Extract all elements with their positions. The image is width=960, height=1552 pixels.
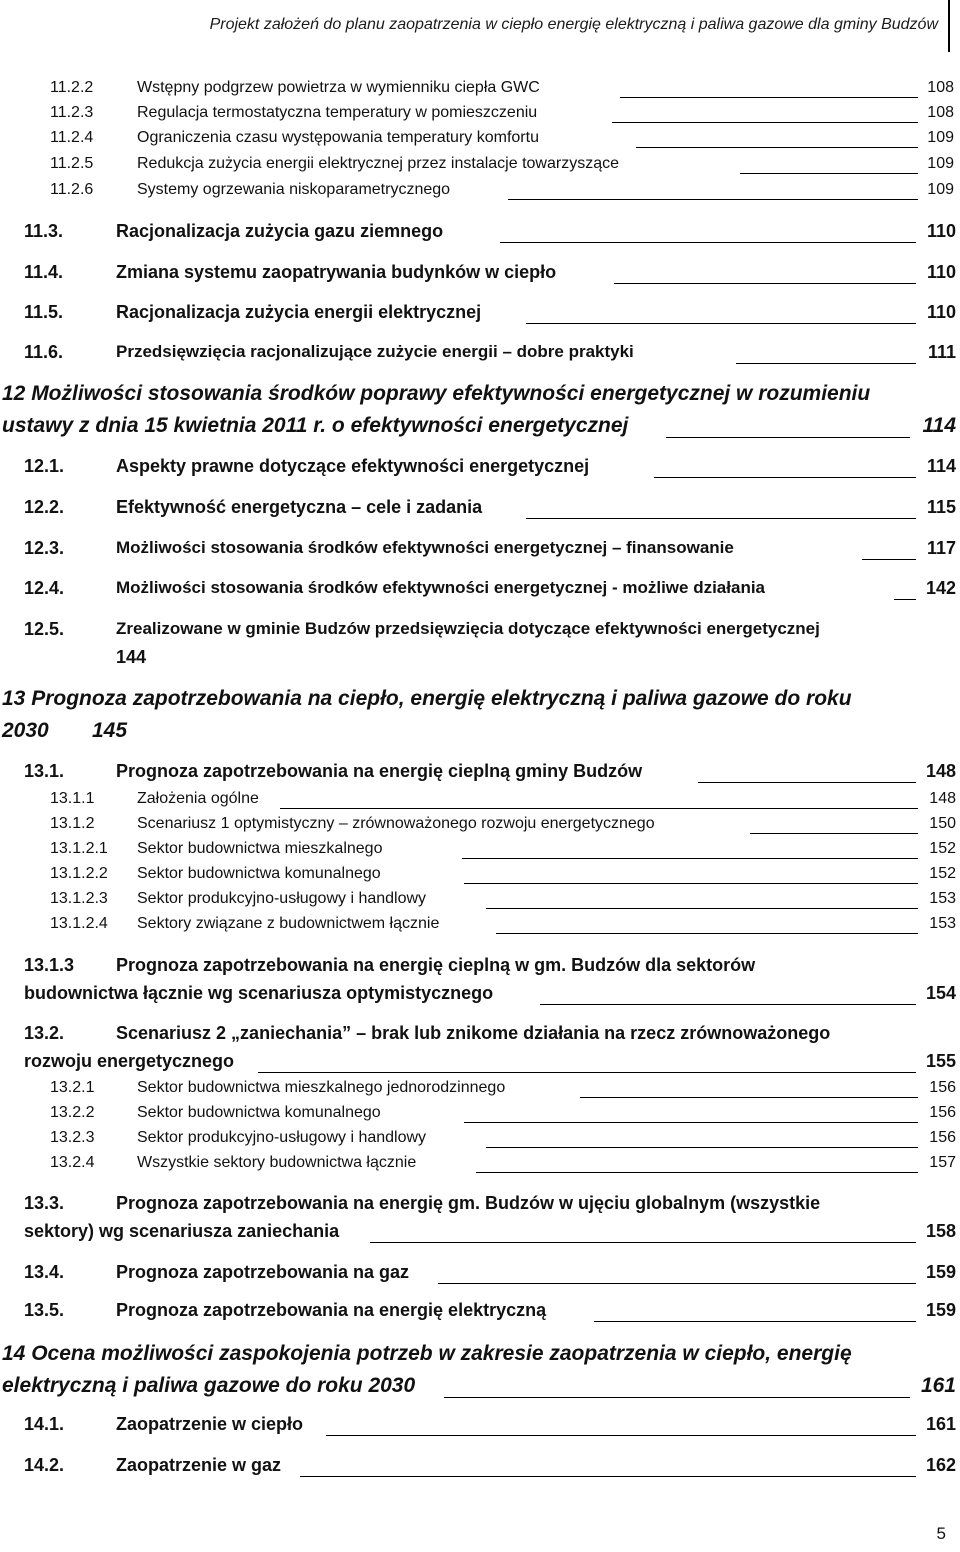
toc-chapter[interactable] <box>2 382 956 442</box>
toc-entry-page: 142 <box>925 578 956 598</box>
header-title: Projekt założeń do planu zaopatrzenia w ciepło energię elektryczną i paliwa gazowe dla gminy Budzów <box>209 16 938 33</box>
toc-entry-page: 145 <box>92 719 128 742</box>
toc-entry-number: 11.2.5 <box>50 155 94 172</box>
toc-entry-number: 13.1.1 <box>50 790 95 807</box>
toc-entry-title: Sektor produkcyjno-usługowy i handlowy <box>137 1129 427 1146</box>
toc-entry-number: 13.2.4 <box>50 1154 95 1171</box>
toc-entry-number: 14.1. <box>24 1414 65 1434</box>
toc-entry[interactable] <box>50 1129 956 1151</box>
page-number: 5 <box>936 1524 946 1543</box>
toc-entry[interactable] <box>50 104 954 126</box>
toc-entry-title: Sektor budownictwa komunalnego <box>137 1104 381 1121</box>
toc-leader <box>580 1097 918 1098</box>
toc-entry-title-cont: sektory) wg scenariusza zaniechania <box>24 1221 340 1241</box>
toc-entry[interactable] <box>24 497 956 521</box>
toc-leader <box>894 599 916 600</box>
toc-leader <box>258 1072 916 1073</box>
toc-entry-title: Wszystkie sektory budownictwa łącznie <box>137 1154 417 1171</box>
toc-entry[interactable] <box>50 129 954 151</box>
toc-entry-title: Racjonalizacja zużycia gazu ziemnego <box>116 221 444 241</box>
toc-entry-number: 13.1. <box>24 761 65 781</box>
toc-entry-title: Efektywność energetyczna – cele i zadania <box>116 497 483 517</box>
toc-entry-number: 11.2.2 <box>50 79 94 96</box>
toc-entry-page: 162 <box>925 1455 956 1475</box>
toc-entry-page: 110 <box>926 221 956 241</box>
toc-entry-number: 13.2.2 <box>50 1104 95 1121</box>
toc-entry-number: 11.4. <box>24 262 64 282</box>
toc-entry-page: 109 <box>927 155 954 172</box>
toc-entry-number: 13.1.2 <box>50 815 95 832</box>
toc-entry-title: Sektor budownictwa mieszkalnego <box>137 840 383 857</box>
toc-entry-title: Scenariusz 2 „zaniechania” – brak lub znikome działania na rzecz zrównoważonego <box>116 1023 831 1043</box>
toc-entry-number: 12.3. <box>24 538 65 558</box>
toc-leader <box>280 808 918 809</box>
toc-entry-title: Racjonalizacja zużycia energii elektrycznej <box>116 302 482 322</box>
toc-entry-number: 13.4. <box>24 1262 65 1282</box>
toc-entry-page: 109 <box>927 129 954 146</box>
toc-chapter-title: 14 Ocena możliwości zaspokojenia potrzeb w zakresie zaopatrzenia w ciepło, energię <box>2 1342 852 1365</box>
toc-entry[interactable] <box>24 761 956 785</box>
toc-entry-title: Sektory związane z budownictwem łącznie <box>137 915 440 932</box>
toc-leader <box>486 908 918 909</box>
toc-entry-page: 157 <box>929 1154 956 1171</box>
toc-entry[interactable] <box>24 538 956 562</box>
toc-entry[interactable] <box>50 155 954 177</box>
toc-leader <box>496 933 918 934</box>
toc-entry[interactable] <box>50 865 956 887</box>
toc-entry-title: Prognoza zapotrzebowania na energię elektryczną <box>116 1300 547 1320</box>
toc-leader <box>526 518 916 519</box>
toc-leader <box>614 283 916 284</box>
toc-entry-page: 111 <box>927 342 956 362</box>
toc-entry-title: Założenia ogólne <box>137 790 259 807</box>
toc-leader <box>438 1283 916 1284</box>
toc-entry-page: 110 <box>926 262 956 282</box>
toc-leader <box>500 242 916 243</box>
toc-entry-title: Systemy ogrzewania niskoparametrycznego <box>137 181 451 198</box>
toc-entry-number: 13.3. <box>24 1193 65 1213</box>
toc-leader <box>594 1321 916 1322</box>
toc-entry-page: 110 <box>926 302 956 322</box>
toc-entry-title: Zaopatrzenie w ciepło <box>116 1414 304 1434</box>
toc-entry[interactable] <box>50 790 956 812</box>
toc-entry-title: Zrealizowane w gminie Budzów przedsięwzięcia dotyczące efektywności energetycznej <box>116 619 820 638</box>
toc-chapter[interactable] <box>2 687 956 747</box>
toc-entry-title: Ograniczenia czasu występowania temperatury komfortu <box>137 129 539 146</box>
toc-entry-page: 109 <box>927 181 954 198</box>
toc-entry[interactable] <box>50 79 954 101</box>
toc-leader <box>526 323 916 324</box>
toc-leader <box>444 1397 910 1398</box>
toc-entry-page: 161 <box>920 1374 956 1397</box>
toc-leader <box>540 1004 916 1005</box>
toc-entry[interactable] <box>24 1193 956 1245</box>
toc-chapter-title-cont: elektryczną i paliwa gazowe do roku 2030 <box>2 1374 416 1397</box>
toc-entry[interactable] <box>50 890 956 912</box>
toc-entry-number: 11.2.6 <box>50 181 94 198</box>
toc-entry-page: 150 <box>929 815 956 832</box>
toc-entry[interactable] <box>50 815 956 837</box>
toc-entry-title-cont: budownictwa łącznie wg scenariusza optymistycznego <box>24 983 494 1003</box>
toc-entry-page: 155 <box>925 1051 956 1071</box>
toc-entry-number: 13.1.2.4 <box>50 915 108 932</box>
toc-leader <box>666 437 910 438</box>
toc-leader <box>508 199 918 200</box>
toc-entry-page: 158 <box>925 1221 956 1241</box>
toc-chapter-title: 13 Prognoza zapotrzebowania na ciepło, energię elektryczną i paliwa gazowe do roku <box>2 687 852 710</box>
toc-leader <box>736 363 916 364</box>
toc-entry[interactable] <box>50 840 956 862</box>
toc-entry[interactable] <box>24 1300 956 1324</box>
toc-leader <box>326 1435 916 1436</box>
toc-entry-number: 12.2. <box>24 497 65 517</box>
toc-entry[interactable] <box>24 302 956 326</box>
toc-entry-title: Sektor produkcyjno-usługowy i handlowy <box>137 890 427 907</box>
toc-leader <box>462 858 918 859</box>
toc-entry[interactable] <box>50 181 954 203</box>
toc-entry[interactable] <box>50 1104 956 1126</box>
toc-leader <box>370 1242 916 1243</box>
toc-entry-page: 159 <box>925 1300 956 1320</box>
toc-entry-title: Zaopatrzenie w gaz <box>116 1455 282 1475</box>
toc-chapter-title-cont: 2030 <box>2 719 49 742</box>
toc-leader <box>862 559 916 560</box>
toc-entry-page: 153 <box>929 915 956 932</box>
toc-entry-page: 159 <box>925 1262 956 1282</box>
toc-entry-page: 156 <box>929 1079 956 1096</box>
toc-entry-number: 13.1.2.1 <box>50 840 108 857</box>
toc-entry-page: 108 <box>927 79 954 96</box>
toc-entry-number: 12.1. <box>24 456 65 476</box>
toc-entry[interactable] <box>24 342 956 366</box>
toc-entry-number: 12.4. <box>24 578 65 598</box>
toc-entry-number: 13.2.1 <box>50 1079 95 1096</box>
toc-entry-page: 161 <box>925 1414 956 1434</box>
toc-entry[interactable] <box>50 1079 956 1101</box>
toc-entry-page: 117 <box>926 538 956 558</box>
toc-entry-number: 12.5. <box>24 619 65 639</box>
toc-entry-page: 114 <box>922 414 956 437</box>
toc-entry-number: 14.2. <box>24 1455 65 1475</box>
toc-leader <box>750 833 918 834</box>
toc-entry-number: 11.2.3 <box>50 104 94 121</box>
toc-leader <box>698 782 916 783</box>
toc-entry-page: 148 <box>925 761 956 781</box>
toc-entry-number: 13.1.3 <box>24 955 75 975</box>
toc-entry-title: Prognoza zapotrzebowania na gaz <box>116 1262 410 1282</box>
toc-entry-page: 156 <box>929 1104 956 1121</box>
toc-entry-number: 13.5. <box>24 1300 65 1320</box>
toc-entry-number: 13.1.2.3 <box>50 890 108 907</box>
toc-entry-title: Redukcja zużycia energii elektrycznej przez instalacje towarzyszące <box>137 155 619 172</box>
toc-entry-title: Prognoza zapotrzebowania na energię gm. Budzów w ujęciu globalnym (wszystkie <box>116 1193 821 1213</box>
toc-chapter-title-cont: ustawy z dnia 15 kwietnia 2011 r. o efektywności energetycznej <box>2 414 629 437</box>
toc-entry[interactable] <box>24 578 956 602</box>
toc-entry-number: 11.6. <box>24 342 64 362</box>
toc-entry[interactable] <box>24 955 956 1007</box>
toc-entry-number: 11.2.4 <box>50 129 94 146</box>
toc-entry-page: 148 <box>929 790 956 807</box>
toc-entry-number: 13.2. <box>24 1023 65 1043</box>
toc-entry[interactable] <box>24 1262 956 1286</box>
toc-entry-title: Sektor budownictwa komunalnego <box>137 865 381 882</box>
toc-leader <box>476 1172 918 1173</box>
toc-entry-title: Przedsięwzięcia racjonalizujące zużycie energii – dobre praktyki <box>116 342 634 361</box>
toc-chapter-title: 12 Możliwości stosowania środków poprawy efektywności energetycznej w rozumieniu <box>2 382 871 405</box>
toc-entry[interactable] <box>24 221 956 245</box>
toc-entry[interactable] <box>50 1154 956 1176</box>
toc-entry-title: Regulacja termostatyczna temperatury w pomieszczeniu <box>137 104 538 121</box>
toc-entry-title: Sektor budownictwa mieszkalnego jednorodzinnego <box>137 1079 506 1096</box>
toc-entry-page: 153 <box>929 890 956 907</box>
toc-entry-title-cont: rozwoju energetycznego <box>24 1051 235 1071</box>
toc-leader <box>486 1147 918 1148</box>
toc-leader <box>464 883 918 884</box>
toc-entry-title: Prognoza zapotrzebowania na energię cieplną gminy Budzów <box>116 761 643 781</box>
toc-leader <box>612 122 918 123</box>
toc-entry-number: 13.1.2.2 <box>50 865 108 882</box>
toc-entry-number: 13.2.3 <box>50 1129 95 1146</box>
toc-entry[interactable] <box>24 1414 956 1438</box>
toc-leader <box>636 147 918 148</box>
toc-entry-page: 115 <box>926 497 956 517</box>
toc-leader <box>464 1122 918 1123</box>
toc-entry-page: 114 <box>926 456 956 476</box>
toc-chapter[interactable] <box>2 1342 956 1402</box>
toc-entry-number: 11.3. <box>24 221 64 241</box>
toc-leader <box>740 173 918 174</box>
toc-entry[interactable] <box>24 262 956 286</box>
toc-entry-number: 11.5. <box>24 302 64 322</box>
toc-entry-page: 156 <box>929 1129 956 1146</box>
toc-leader <box>300 1476 916 1477</box>
toc-entry-page: 154 <box>925 983 956 1003</box>
toc-entry[interactable] <box>24 1455 956 1479</box>
toc-entry[interactable] <box>24 456 956 480</box>
toc-entry-title: Aspekty prawne dotyczące efektywności energetycznej <box>116 456 590 476</box>
toc-entry-page: 152 <box>929 840 956 857</box>
toc-entry[interactable] <box>24 619 956 671</box>
toc-entry-title: Scenariusz 1 optymistyczny – zrównoważonego rozwoju energetycznego <box>137 815 655 832</box>
toc-entry-page: 108 <box>927 104 954 121</box>
toc-entry-title: Zmiana systemu zaopatrywania budynków w ciepło <box>116 262 557 282</box>
toc-entry[interactable] <box>50 915 956 937</box>
toc-entry-page: 144 <box>116 647 147 667</box>
toc-entry-title: Możliwości stosowania środków efektywności energetycznej - możliwe działania <box>116 578 766 597</box>
toc-entry-title: Prognoza zapotrzebowania na energię cieplną w gm. Budzów dla sektorów <box>116 955 756 975</box>
toc-entry-page: 152 <box>929 865 956 882</box>
toc-leader <box>620 97 918 98</box>
toc-leader <box>654 477 916 478</box>
toc-entry-title: Wstępny podgrzew powietrza w wymienniku ciepła GWC <box>137 79 540 96</box>
toc-entry-title: Możliwości stosowania środków efektywności energetycznej – finansowanie <box>116 538 734 557</box>
toc-entry[interactable] <box>24 1023 956 1075</box>
